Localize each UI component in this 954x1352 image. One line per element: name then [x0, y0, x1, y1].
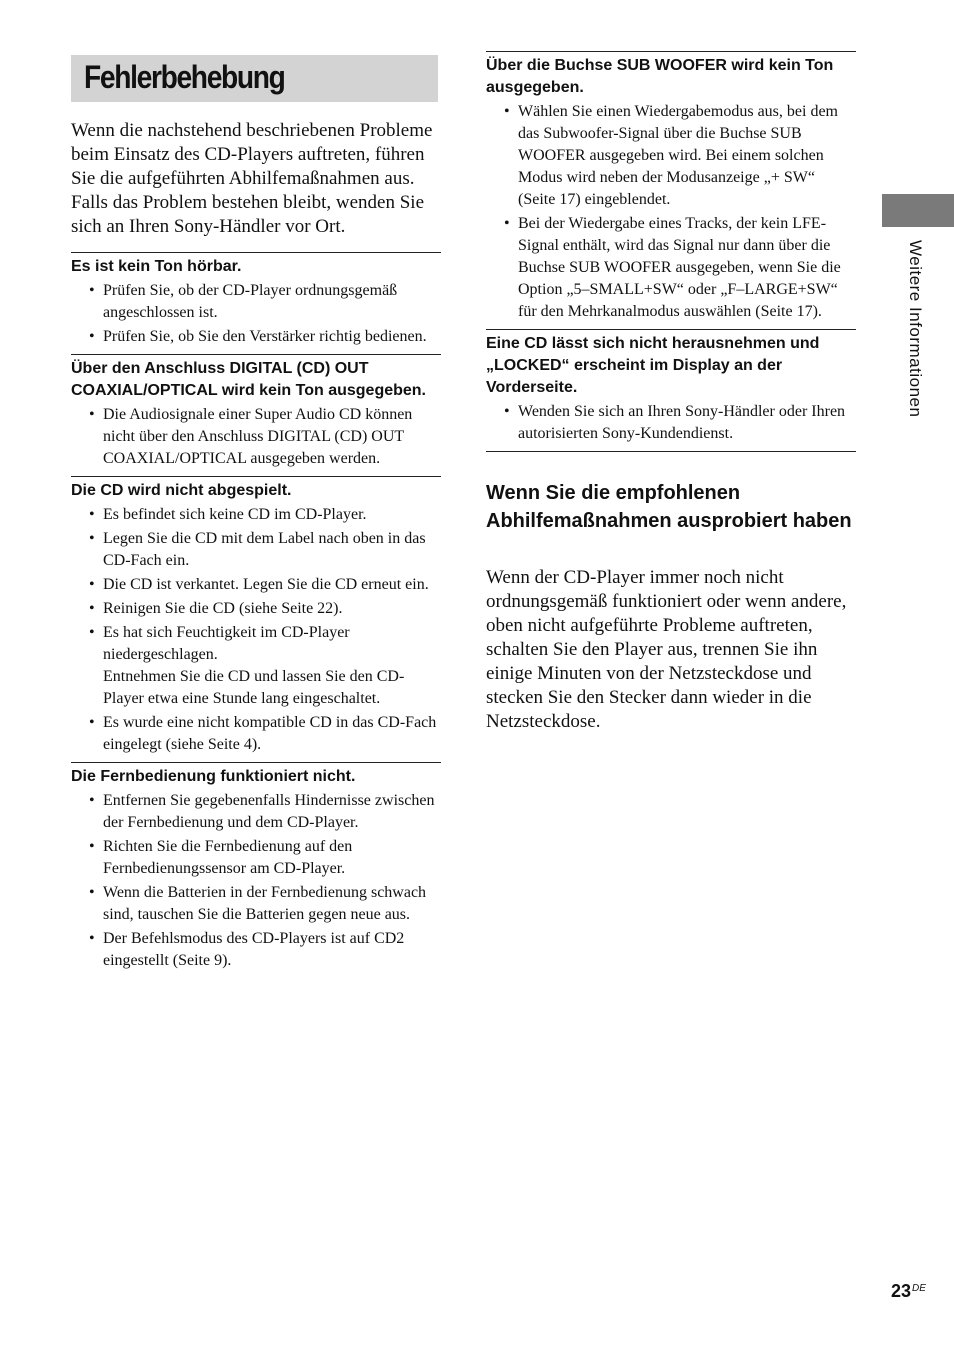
section-heading: Über die Buchse SUB WOOFER wird kein Ton ausgegeben.: [486, 57, 834, 96]
page-title-box: [71, 55, 438, 102]
list-item: • Die Audiosignale einer Super Audio CD können nicht über den Anschluss DIGITAL (CD) OUT COAXIAL/OPTICAL ausgegeben werden.: [71, 404, 441, 470]
right-column: [486, 51, 856, 452]
section-subwoofer: [486, 51, 856, 323]
section-remote: [71, 762, 441, 972]
subheading: Wenn Sie die empfohlenen Abhilfemaßnahmen ausprobiert haben: [486, 482, 852, 532]
list-item: • Die CD ist verkantet. Legen Sie die CD erneut ein.: [71, 574, 441, 596]
list-item: • Legen Sie die CD mit dem Label nach oben in das CD-Fach ein.: [71, 528, 441, 572]
page-number: [891, 1281, 926, 1302]
list-item: • Prüfen Sie, ob Sie den Verstärker richtig bedienen.: [71, 326, 441, 348]
list-item: • Bei der Wiedergabe eines Tracks, der kein LFE-Signal enthält, wird das Signal nur dann über die Buchse SUB WOOFER ausgegeben, wenn Sie die Option „5–SMALL+SW“ oder „F–LARGE+SW“ für den Mehrkanalmodus auswählen (Seite 17).: [486, 213, 856, 323]
section-cd-not-playing: [71, 476, 441, 756]
list-item: • Reinigen Sie die CD (siehe Seite 22).: [71, 598, 441, 620]
list-item-text: Es hat sich Feuchtigkeit im CD-Player niedergeschlagen.: [103, 624, 350, 663]
side-label: [905, 240, 927, 460]
list-item: • Wenn die Batterien in der Fernbedienung schwach sind, tauschen Sie die Batterien gegen neue aus.: [71, 882, 441, 926]
section-heading: Über den Anschluss DIGITAL (CD) OUT COAXIAL/OPTICAL wird kein Ton ausgegeben.: [71, 360, 426, 399]
page-number-value: 23: [891, 1281, 912, 1301]
section-heading: Die CD wird nicht abgespielt.: [71, 482, 292, 499]
section-locked: [486, 329, 856, 445]
subheading-paragraph: Wenn der CD-Player immer noch nicht ordnungsgemäß funktioniert oder wenn andere, oben nicht aufgeführte Probleme auftreten, schalten Sie den Player aus, trennen Sie ihn einige Minuten von der Netzsteckdose und stecken Sie den Stecker dann wieder in die Netzsteckdose.: [486, 567, 847, 732]
list-item: • Richten Sie die Fernbedienung auf den Fernbedienungssensor am CD-Player.: [71, 836, 441, 880]
section-end-rule: [486, 451, 856, 452]
section-digital-out: [71, 354, 441, 470]
side-label-text: Weitere Informationen: [906, 240, 925, 418]
page-language-suffix: DE: [912, 1283, 926, 1294]
list-item: • Entfernen Sie gegebenenfalls Hindernisse zwischen der Fernbedienung und dem CD-Player.: [71, 790, 441, 834]
list-item-continuation: Entnehmen Sie die CD und lassen Sie den CD-Player etwa eine Stunde lang eingeschaltet.: [103, 668, 405, 707]
list-item: [71, 622, 441, 710]
list-item: • Es wurde eine nicht kompatible CD in das CD-Fach eingelegt (siehe Seite 4).: [71, 712, 441, 756]
section-heading: Es ist kein Ton hörbar.: [71, 258, 242, 275]
section-heading: Eine CD lässt sich nicht herausnehmen und „LOCKED“ erscheint im Display an der Vorderseite.: [486, 335, 820, 396]
page-title: Fehlerbehebung: [84, 59, 285, 95]
list-item: • Prüfen Sie, ob der CD-Player ordnungsgemäß angeschlossen ist.: [71, 280, 441, 324]
list-item: • Der Befehlsmodus des CD-Players ist auf CD2 eingestellt (Seite 9).: [71, 928, 441, 972]
left-column: [71, 252, 441, 978]
list-item: • Wählen Sie einen Wiedergabemodus aus, bei dem das Subwoofer-Signal über die Buchse SUB WOOFER ausgegeben wird. Bei einem solchen Modus wird neben der Modusanzeige „+ SW“ (Seite 17) eingeblendet.: [486, 101, 856, 211]
intro-paragraph: Wenn die nachstehend beschriebenen Probleme beim Einsatz des CD-Players auftreten, führen Sie die aufgeführten Abhilfemaßnahmen aus. Falls das Problem bestehen bleibt, wenden Sie sich an Ihren Sony-Händler vor Ort.: [71, 120, 433, 237]
side-tab-marker: [882, 194, 954, 227]
list-item: • Es befindet sich keine CD im CD-Player.: [71, 504, 441, 526]
section-no-sound: [71, 252, 441, 348]
list-item: • Wenden Sie sich an Ihren Sony-Händler oder Ihren autorisierten Sony-Kundendienst.: [486, 401, 856, 445]
section-heading: Die Fernbedienung funktioniert nicht.: [71, 768, 356, 785]
